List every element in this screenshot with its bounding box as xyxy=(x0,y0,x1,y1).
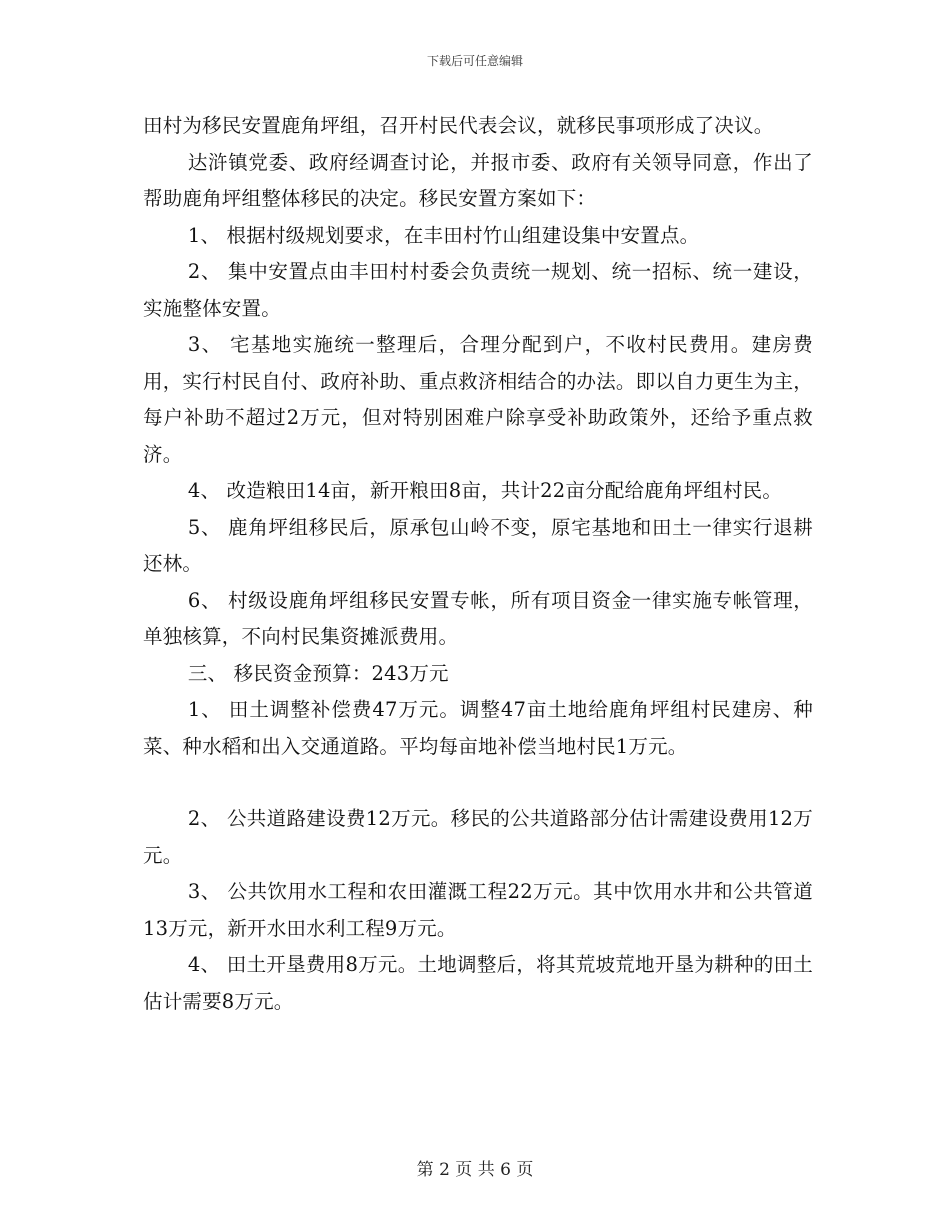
page-number: 第 2 页 共 6 页 xyxy=(416,1160,534,1180)
list-item: 1、 根据村级规划要求，在丰田村竹山组建设集中安置点。 xyxy=(187,223,700,247)
list-item: 4、 田土开垦费用8万元。土地调整后，将其荒坡荒地开垦为耕种的田土估计需要8万元。 xyxy=(143,953,813,1013)
list-item: 1、 田土调整补偿费47万元。调整47亩土地给鹿角坪组村民建房、种菜、种水稻和出入交通道路。平均每亩地补偿当地村民1万元。 xyxy=(143,698,813,758)
list-item: 2、 公共道路建设费12万元。移民的公共道路部分估计需建设费用12万元。 xyxy=(143,807,813,867)
page-header: 下载后可任意编辑 xyxy=(426,54,523,68)
list-item: 3、 公共饮用水工程和农田灌溉工程22万元。其中饮用水井和公共管道13万元，新开水田水利工程9万元。 xyxy=(143,880,813,940)
document-body xyxy=(143,108,813,1020)
paragraph-continuation: 田村为移民安置鹿角坪组，召开村民代表会议，就移民事项形成了决议。 xyxy=(143,114,774,137)
list-item: 2、 集中安置点由丰田村村委会负责统一规划、统一招标、统一建设，实施整体安置。 xyxy=(143,260,813,320)
blank-line xyxy=(143,765,813,801)
section-heading: 三、 移民资金预算：243万元 xyxy=(187,661,449,685)
list-item: 6、 村级设鹿角坪组移民安置专帐，所有项目资金一律实施专帐管理，单独核算，不向村民集资摊派费用。 xyxy=(143,588,813,648)
paragraph-decision: 达浒镇党委、政府经调查讨论，并报市委、政府有关领导同意，作出了帮助鹿角坪组整体移民的决定。移民安置方案如下： xyxy=(143,150,813,210)
list-item: 4、 改造粮田14亩，新开粮田8亩，共计22亩分配给鹿角坪组村民。 xyxy=(187,479,783,502)
list-item: 5、 鹿角坪组移民后，原承包山岭不变，原宅基地和田土一律实行退耕还林。 xyxy=(143,515,813,575)
list-item: 3、 宅基地实施统一整理后，合理分配到户，不收村民费用。建房费用，实行村民自付、政府补助、重点救济相结合的办法。即以自力更生为主，每户补助不超过2万元，但对特别困难户除享受补助政策外，还给予重点救济。 xyxy=(143,333,813,466)
